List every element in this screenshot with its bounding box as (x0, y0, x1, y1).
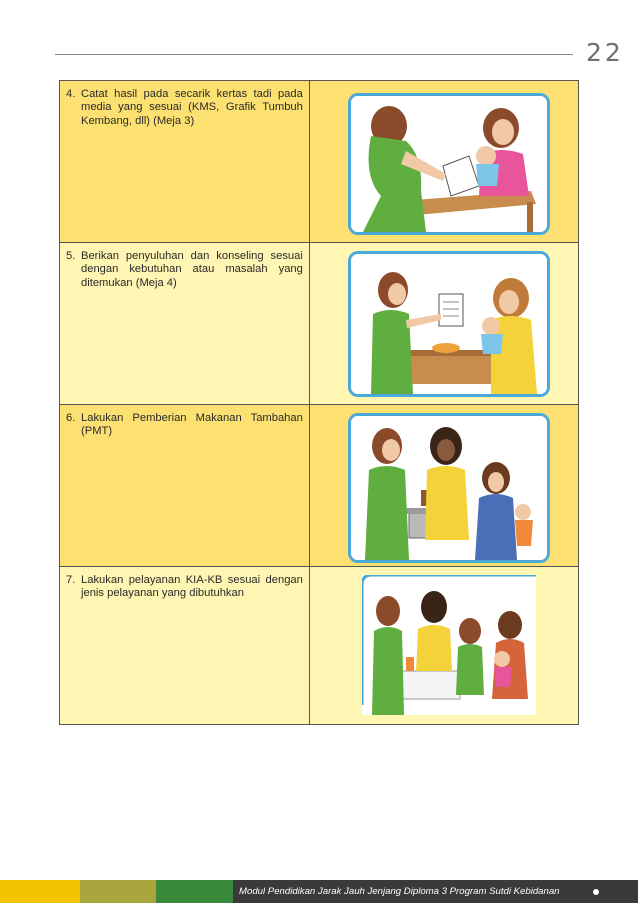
footer-band-olive (80, 880, 156, 903)
footer-text: Modul Pendidikan Jarak Jauh Jenjang Diploma 3 Program Sutdi Kebidanan (233, 880, 638, 903)
step-text: Lakukan Pemberian Makanan Tambahan (PMT) (81, 412, 303, 438)
step-text-cell (60, 81, 310, 243)
step-image-cell (309, 405, 578, 567)
step-image-cell (309, 243, 578, 405)
table-row (60, 243, 579, 405)
step-text-cell (60, 243, 310, 405)
table-row (60, 81, 579, 243)
counseling-illustration (348, 251, 550, 397)
table-row (60, 567, 579, 725)
footer-band-green (156, 880, 233, 903)
feeding-illustration (348, 413, 550, 563)
step-text: Catat hasil pada secarik kertas tadi pada media yang sesuai (KMS, Grafik Tumbuh Kembang, dll) (Meja 3) (81, 88, 303, 127)
footer-dot (593, 889, 599, 895)
step-image-cell (309, 81, 578, 243)
step-image-cell (309, 567, 578, 725)
header-rule (55, 54, 573, 55)
footer (0, 880, 638, 903)
step-text-cell (60, 567, 310, 725)
step-number: 6. (66, 412, 76, 424)
steps-table (59, 80, 579, 725)
step-number: 7. (66, 574, 76, 586)
table-row (60, 405, 579, 567)
health-service-illustration (362, 575, 536, 715)
writing-record-illustration (348, 93, 550, 235)
footer-band-yellow (0, 880, 80, 903)
step-number: 4. (66, 88, 76, 100)
page-number: 22 (586, 38, 624, 67)
step-text: Lakukan pelayanan KIA-KB sesuai dengan jenis pelayanan yang dibutuhkan (81, 574, 303, 600)
step-text-cell (60, 405, 310, 567)
step-number: 5. (66, 250, 76, 262)
step-text: Berikan penyuluhan dan konseling sesuai dengan kebutuhan atau masalah yang ditemukan (Meja 4) (81, 250, 303, 289)
